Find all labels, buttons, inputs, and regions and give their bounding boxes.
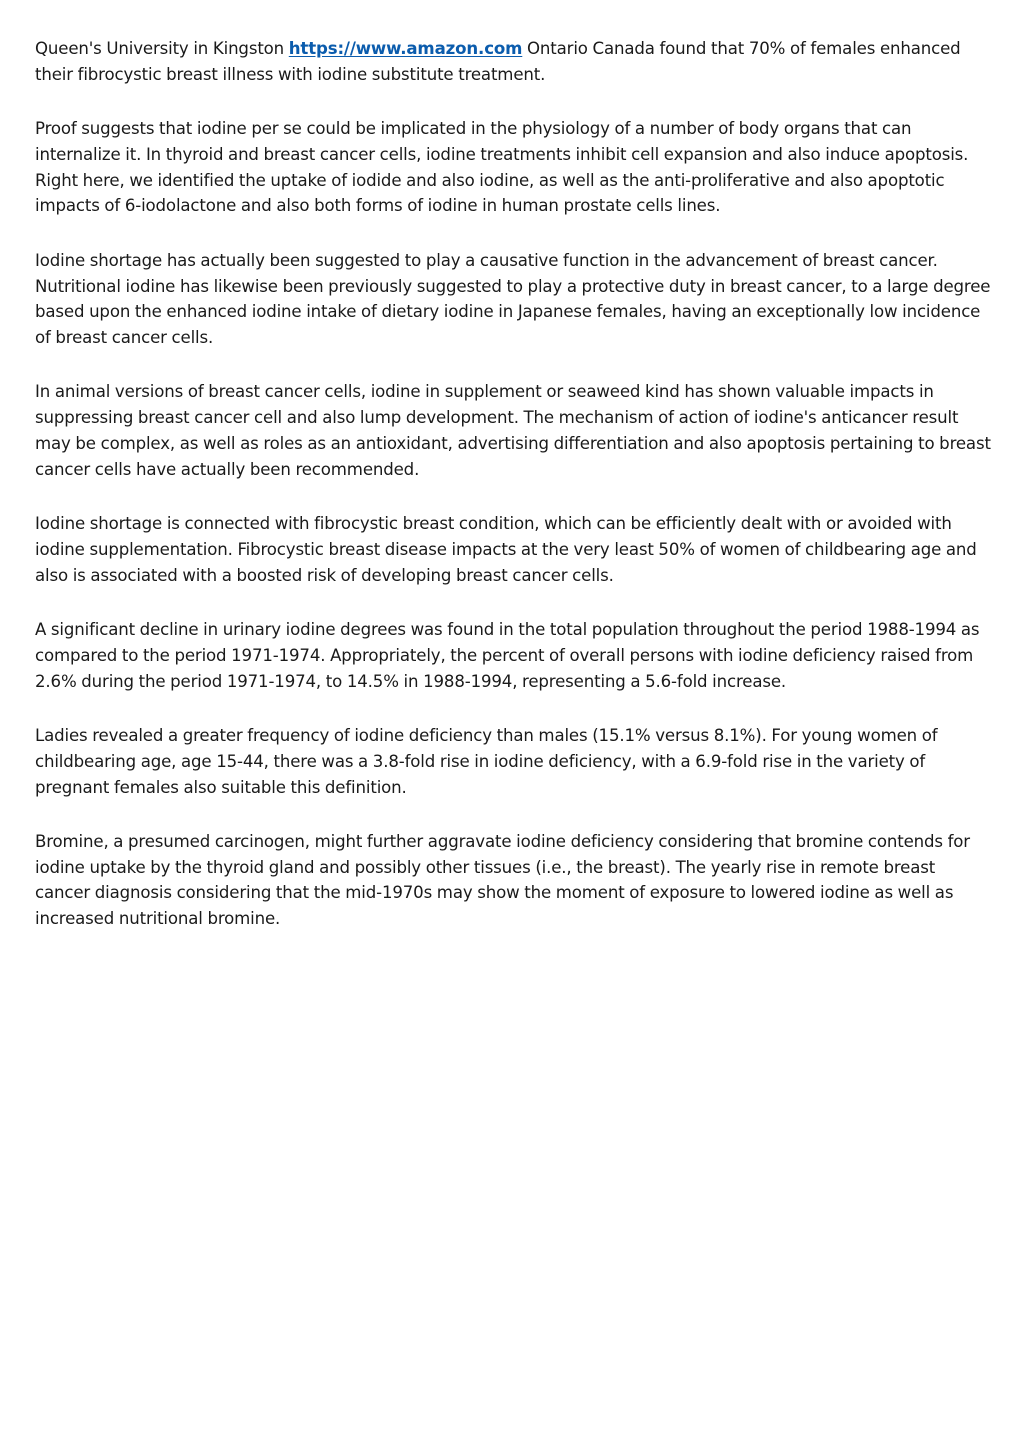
intro-paragraph	[35, 36, 994, 88]
paragraph-animal-versions: In animal versions of breast cancer cells, iodine in supplement or seaweed kind has shown valuable impacts in suppressing breast cancer cell and also lump development. The mechanism of action of iodine's anticancer result may be complex, as well as roles as an antioxidant, advertising differentiation and also apoptosis pertaining to breast cancer cells have actually been recommended.	[35, 382, 991, 479]
intro-text-before-link: Queen's University in Kingston	[35, 39, 289, 58]
amazon-link[interactable]: https://www.amazon.com	[288, 39, 523, 58]
intro-text-after-link: Ontario Canada found that 70% of females enhanced their fibrocystic breast illness with iodine substitute treatment.	[35, 39, 961, 84]
paragraph-iodine-shortage-causative: Iodine shortage has actually been suggested to play a causative function in the advancement of breast cancer. Nutritional iodine has likewise been previously suggested to play a protective duty in breast cancer, to a large degree based upon the enhanced iodine intake of dietary iodine in Japanese females, having an exceptionally low incidence of breast cancer cells.	[35, 250, 991, 348]
paragraph-iodine-physiology: Proof suggests that iodine per se could be implicated in the physiology of a number of body organs that can internalize it. In thyroid and breast cancer cells, iodine treatments inhibit cell expansion and also induce apoptosis. Right here, we identified the uptake of iodide and also iodine, as well as the anti-proliferative and also apoptotic impacts of 6-iodolactone and also both forms of iodine in human prostate cells lines.	[35, 119, 969, 216]
paragraph-urinary-iodine-decline: A significant decline in urinary iodine degrees was found in the total population throughout the period 1988-1994 as compared to the period 1971-1974. Appropriately, the percent of overall persons with iodine deficiency raised from 2.6% during the period 1971-1974, to 14.5% in 1988-1994, representing a 5.6-fold increase.	[35, 620, 980, 691]
paragraph-deficiency-frequency: Ladies revealed a greater frequency of iodine deficiency than males (15.1% versus 8.1%). For young women of childbearing age, age 15-44, there was a 3.8-fold rise in iodine deficiency, with a 6.9-fold rise in the variety of pregnant females also suitable this definition.	[35, 725, 938, 797]
paragraph-fibrocystic-condition: Iodine shortage is connected with fibrocystic breast condition, which can be efficiently dealt with or avoided with iodine supplementation. Fibrocystic breast disease impacts at the very least 50% of women of childbearing age and also is associated with a boosted risk of developing breast cancer cells.	[35, 514, 977, 585]
paragraph-bromine: Bromine, a presumed carcinogen, might further aggravate iodine deficiency considering that bromine contends for iodine uptake by the thyroid gland and possibly other tissues (i.e., the breast). The yearly rise in remote breast cancer diagnosis considering that the mid-1970s may show the moment of exposure to lowered iodine as well as increased nutritional bromine.	[35, 831, 970, 929]
